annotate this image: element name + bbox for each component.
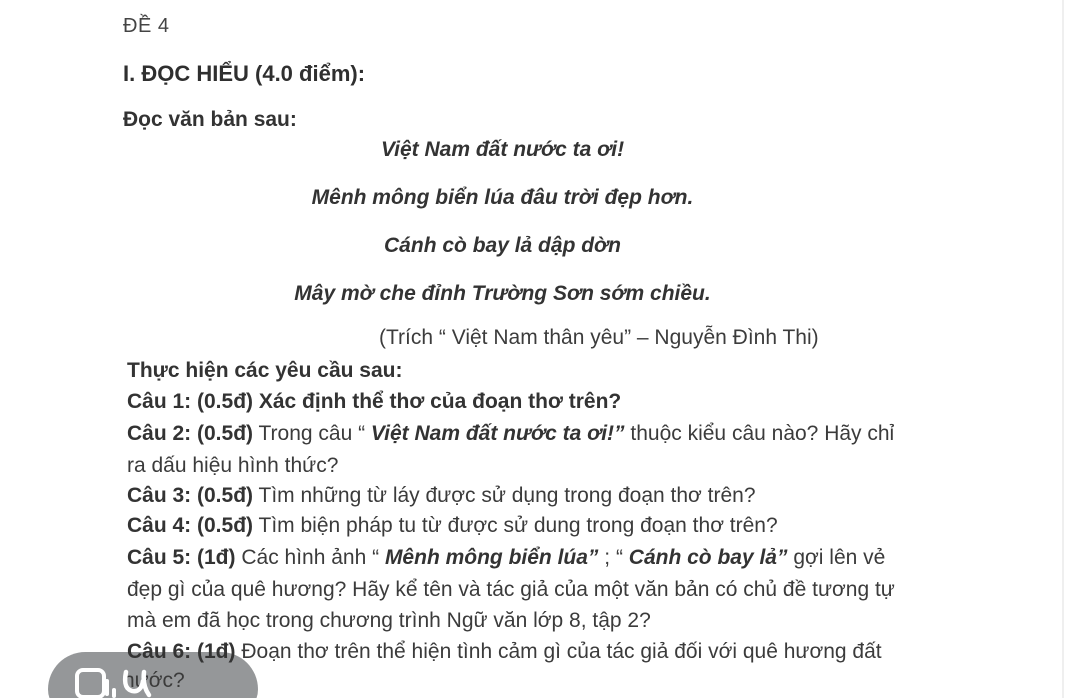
screen-capture-icon	[75, 668, 106, 698]
task-instruction: Thực hiện các yêu cầu sau:	[127, 359, 403, 382]
exam-number-label: ĐỀ 4	[123, 15, 170, 37]
text-segment: Câu 1: (0.5đ) Xác định thể thơ của đoạn thơ trên?	[127, 390, 622, 413]
text-segment: nước?	[123, 669, 185, 692]
text-segment: Câu 3: (0.5đ)	[127, 484, 254, 507]
capture-bars-icon	[105, 679, 109, 696]
question-line	[127, 545, 885, 571]
question-line	[127, 577, 895, 603]
text-segment: đẹp gì của quê hương? Hãy kể tên và tác giả của một văn bản có chủ đề tương tự	[127, 578, 895, 601]
page-edge-divider	[1062, 0, 1064, 698]
text-segment: Tìm biện pháp tu từ được sử dung trong đoạn thơ trên?	[253, 514, 778, 537]
text-segment: Cánh cò bay lả”	[628, 546, 788, 569]
poem-line: Việt Nam đất nước ta ơi!	[380, 138, 625, 161]
text-segment: Câu 6: (1đ)	[127, 640, 236, 663]
poem-line: Mênh mông biển lúa đâu trời đẹp hơn.	[311, 186, 694, 209]
text-segment: Câu 5: (1đ)	[127, 546, 236, 569]
poem-line: Cánh cò bay lả dập dờn	[384, 234, 621, 257]
text-segment: mà em đã học trong chương trình Ngữ văn lớp 8, tập 2?	[127, 609, 651, 632]
text-segment: Câu 2: (0.5đ)	[127, 422, 254, 445]
text-segment: ; “	[598, 546, 629, 569]
text-segment: Câu 4: (0.5đ)	[127, 514, 254, 537]
question-line	[127, 453, 338, 479]
poem-attribution: (Trích “ Việt Nam thân yêu” – Nguyễn Đình Thi)	[379, 326, 819, 349]
text-segment: Việt Nam đất nước ta ơi!”	[370, 422, 625, 445]
text-segment: gợi lên vẻ	[787, 546, 886, 569]
poem-line: Mây mờ che đỉnh Trường Sơn sớm chiều.	[294, 282, 711, 305]
question-line	[127, 513, 778, 539]
question-line	[127, 639, 882, 665]
question-line	[127, 421, 894, 447]
text-segment: Trong câu “	[253, 422, 371, 445]
text-segment: Tìm những từ láy được sử dụng trong đoạn thơ trên?	[253, 484, 756, 507]
text-segment: thuộc kiểu câu nào? Hãy chỉ	[624, 422, 895, 445]
section-title: I. ĐỌC HIỂU (4.0 điểm):	[123, 61, 366, 86]
question-line	[127, 483, 756, 509]
question-line	[127, 389, 621, 415]
text-segment: Đoạn thơ trên thể hiện tình cảm gì của tác giả đối với quê hương đất	[235, 640, 882, 663]
text-segment: ra dấu hiệu hình thức?	[127, 454, 339, 477]
swipe-arrow-icon	[118, 669, 160, 698]
text-segment: Mênh mông biển lúa”	[384, 546, 599, 569]
capture-bars-icon	[112, 688, 116, 698]
text-segment: Các hình ảnh “	[235, 546, 385, 569]
read-instruction: Đọc văn bản sau:	[123, 108, 297, 131]
question-line	[127, 608, 651, 634]
